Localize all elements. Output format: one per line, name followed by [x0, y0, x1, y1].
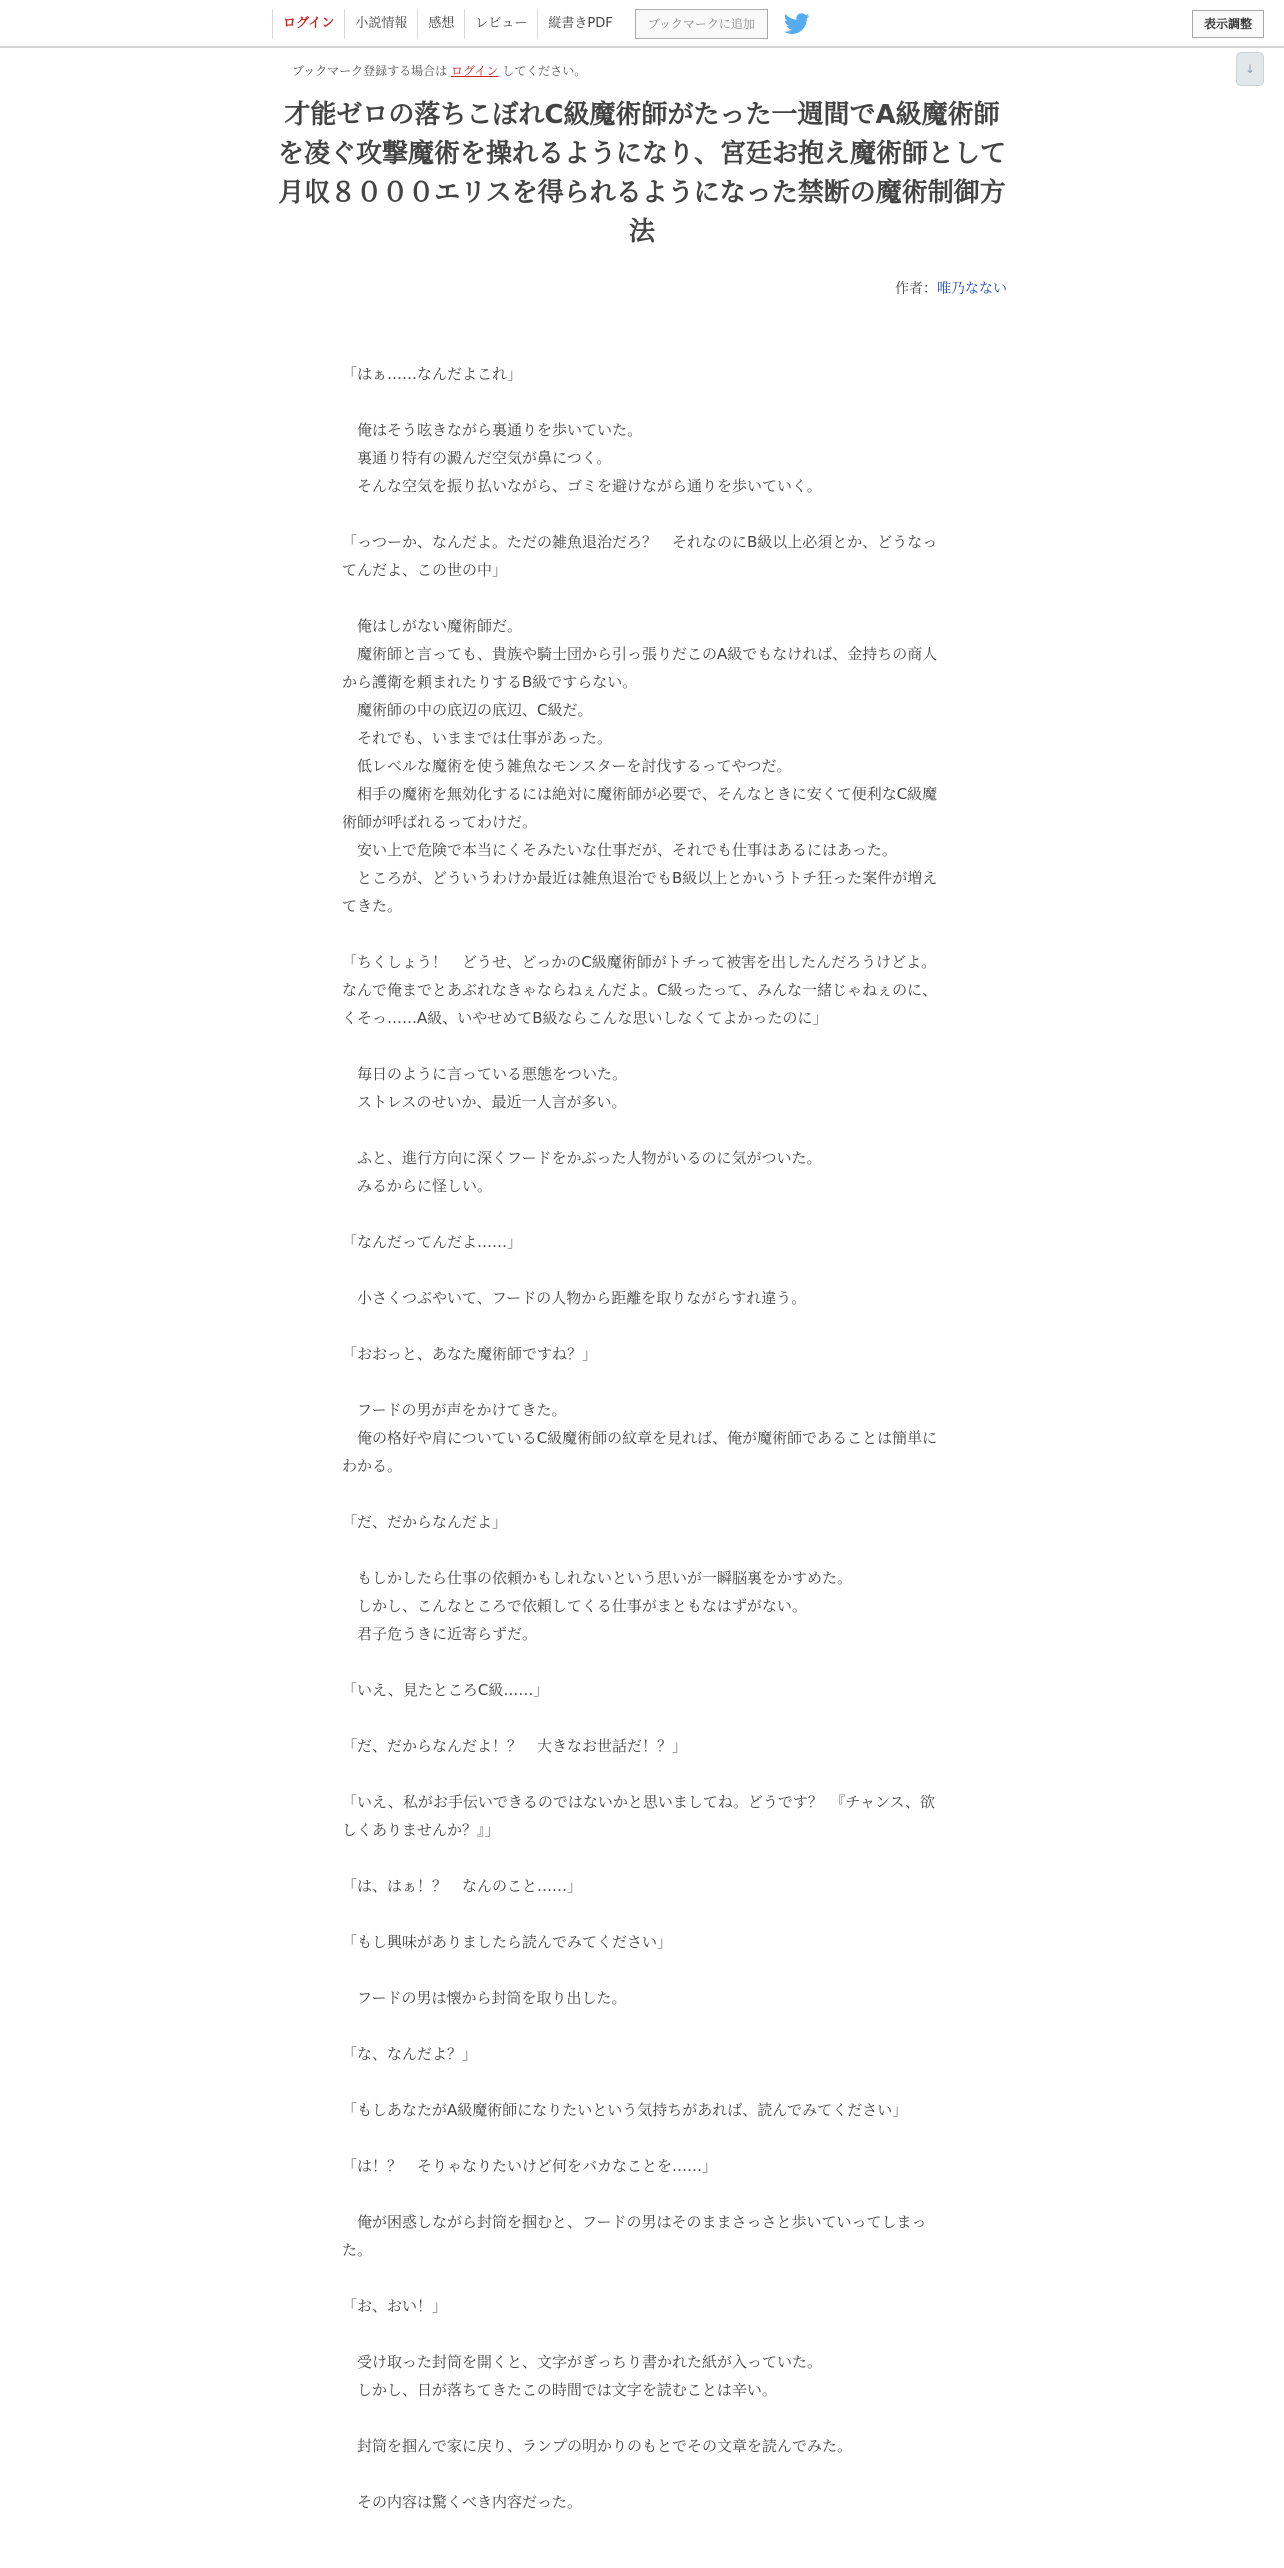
novel-info-link[interactable]: 小説情報 [344, 9, 417, 39]
body-paragraph: 受け取った封筒を開くと、文字がぎっちり書かれた紙が入っていた。 [342, 2353, 823, 2371]
body-paragraph: 俺が困惑しながら封筒を掴むと、フードの男はそのままさっさと歩いていってしまった。 [342, 2213, 927, 2259]
body-paragraph: 魔術師と言っても、貴族や騎士団から引っ張りだこのA級でもなければ、金持ちの商人から護衛を頼まれたりするB級ですらない。 [342, 645, 938, 691]
body-paragraph: 「な、なんだよ？」 [342, 2045, 478, 2063]
body-paragraph: 「はぁ……なんだよこれ」 [342, 365, 523, 383]
body-paragraph: 封筒を掴んで家に戻り、ランプの明かりのもとでその文章を読んでみた。 [342, 2437, 853, 2455]
blank-line [342, 920, 942, 948]
login-link[interactable]: ログイン [272, 9, 344, 39]
blank-line [342, 1704, 942, 1732]
body-paragraph: 「なんだってんだよ……」 [342, 1233, 523, 1251]
impressions-link[interactable]: 感想 [417, 9, 464, 39]
blank-line [342, 388, 942, 416]
body-paragraph: 「もしあなたがA級魔術師になりたいという気持ちがあれば、読んでみてください」 [342, 2101, 908, 2119]
body-paragraph: 相手の魔術を無効化するには絶対に魔術師が必要で、そんなときに安くて便利なC級魔術師が呼ばれるってわけだ。 [342, 785, 938, 831]
blank-line [342, 1312, 942, 1340]
body-paragraph: 小さくつぶやいて、フードの人物から距離を取りながらすれ違う。 [342, 1289, 807, 1307]
body-paragraph: 裏通り特有の澱んだ空気が鼻につく。 [342, 449, 612, 467]
blank-line [342, 1844, 942, 1872]
blank-line [342, 1116, 942, 1144]
top-navigation-bar [0, 0, 1284, 48]
bookmark-notice [292, 62, 586, 79]
body-paragraph: しかし、日が落ちてきたこの時間では文字を読むことは辛い。 [342, 2381, 777, 2399]
blank-line [342, 1200, 942, 1228]
blank-line [342, 1256, 942, 1284]
bookmark-notice-prefix: ブックマーク登録する場合は [292, 64, 448, 78]
body-paragraph: 魔術師の中の底辺の底辺、C級だ。 [342, 701, 593, 719]
author-link[interactable]: 唯乃なない [937, 281, 1007, 297]
body-paragraph: 君子危うきに近寄らずだ。 [342, 1625, 538, 1643]
blank-line [342, 1368, 942, 1396]
novel-body-text [342, 360, 942, 2516]
body-paragraph: 「ちくしょう！ どうせ、どっかのC級魔術師がトチって被害を出したんだろうけどよ。なんで俺までとあぶれなきゃならねぇんだよ。C級ったって、みんな一緒じゃねぇのに、くそっ……A級、いやせめてB級ならこんな思いしなくてよかったのに」 [342, 953, 938, 1027]
nav-menu [272, 9, 810, 39]
scroll-down-button[interactable] [1236, 52, 1264, 86]
bookmark-notice-suffix: してください。 [502, 64, 587, 78]
body-paragraph: 「は！？ そりゃなりたいけど何をバカなことを……」 [342, 2157, 718, 2175]
body-paragraph: ところが、どういうわけか最近は雑魚退治でもB級以上とかいうトチ狂った案件が増えてきた。 [342, 869, 938, 915]
down-arrow-icon: ↓ [1244, 62, 1256, 76]
blank-line [342, 1648, 942, 1676]
body-paragraph: 「だ、だからなんだよ！？ 大きなお世話だ！？」 [342, 1737, 688, 1755]
body-paragraph: 「いえ、私がお手伝いできるのではないかと思いましてね。どうです？ 『チャンス、欲しくありませんか？』」 [342, 1793, 935, 1839]
blank-line [342, 2068, 942, 2096]
body-paragraph: 「っつーか、なんだよ。ただの雑魚退治だろ？ それなのにB級以上必須とか、どうなってんだよ、この世の中」 [342, 533, 938, 579]
body-paragraph: 「いえ、見たところC級……」 [342, 1681, 549, 1699]
blank-line [342, 2012, 942, 2040]
display-settings-button[interactable]: 表示調整 [1192, 10, 1264, 38]
blank-line [342, 1480, 942, 1508]
blank-line [342, 1900, 942, 1928]
body-paragraph: 「もし興味がありましたら読んでみてください」 [342, 1933, 673, 1951]
body-paragraph: 俺はそう呟きながら裏通りを歩いていた。 [342, 421, 643, 439]
body-paragraph: 毎日のように言っている悪態をついた。 [342, 1065, 628, 1083]
review-link[interactable]: レビュー [464, 9, 537, 39]
blank-line [342, 1956, 942, 1984]
blank-line [342, 1536, 942, 1564]
body-paragraph: その内容は驚くべき内容だった。 [342, 2493, 583, 2511]
body-paragraph: 「おおっと、あなた魔術師ですね？」 [342, 1345, 598, 1363]
body-paragraph: それでも、いままでは仕事があった。 [342, 729, 612, 747]
body-paragraph: 「お、おい！」 [342, 2297, 448, 2315]
blank-line [342, 2460, 942, 2488]
blank-line [342, 2180, 942, 2208]
body-paragraph: 俺はしがない魔術師だ。 [342, 617, 523, 635]
add-bookmark-button[interactable]: ブックマークに追加 [635, 9, 768, 39]
body-paragraph: しかし、こんなところで依頼してくる仕事がまともなはずがない。 [342, 1597, 807, 1615]
body-paragraph: 低レベルな魔術を使う雑魚なモンスターを討伐するってやつだ。 [342, 757, 792, 775]
blank-line [342, 1760, 942, 1788]
author-label: 作者： [895, 281, 937, 297]
body-paragraph: 安い上で危険で本当にくそみたいな仕事だが、それでも仕事はあるにはあった。 [342, 841, 897, 859]
twitter-bird-icon [784, 13, 810, 35]
blank-line [342, 2404, 942, 2432]
blank-line [342, 2124, 942, 2152]
blank-line [342, 1032, 942, 1060]
blank-line [342, 2320, 942, 2348]
author-line [272, 278, 1007, 298]
body-paragraph: ストレスのせいか、最近一人言が多い。 [342, 1093, 627, 1111]
blank-line [342, 500, 942, 528]
bookmark-notice-login-link[interactable]: ログイン [451, 64, 499, 78]
body-paragraph: みるからに怪しい。 [342, 1177, 493, 1195]
novel-title: 才能ゼロの落ちこぼれC級魔術師がたった一週間でA級魔術師を凌ぐ攻撃魔術を操れるようになり、宮廷お抱え魔術師として月収８０００エリスを得られるようになった禁断の魔術制御方法 [277, 100, 1006, 247]
twitter-share-button[interactable] [784, 13, 810, 35]
vertical-pdf-link[interactable]: 縦書きPDF [537, 9, 622, 39]
blank-line [342, 584, 942, 612]
body-paragraph: 「は、はぁ！？ なんのこと……」 [342, 1877, 583, 1895]
body-paragraph: フードの男は懐から封筒を取り出した。 [342, 1989, 627, 2007]
body-paragraph: そんな空気を振り払いながら、ゴミを避けながら通りを歩いていく。 [342, 477, 822, 495]
body-paragraph: フードの男が声をかけてきた。 [342, 1401, 567, 1419]
body-paragraph: もしかしたら仕事の依頼かもしれないという思いが一瞬脳裏をかすめた。 [342, 1569, 853, 1587]
body-paragraph: 俺の格好や肩についているC級魔術師の紋章を見れば、俺が魔術師であることは簡単にわかる。 [342, 1429, 938, 1475]
body-paragraph: 「だ、だからなんだよ」 [342, 1513, 508, 1531]
blank-line [342, 2264, 942, 2292]
body-paragraph: ふと、進行方向に深くフードをかぶった人物がいるのに気がついた。 [342, 1149, 822, 1167]
